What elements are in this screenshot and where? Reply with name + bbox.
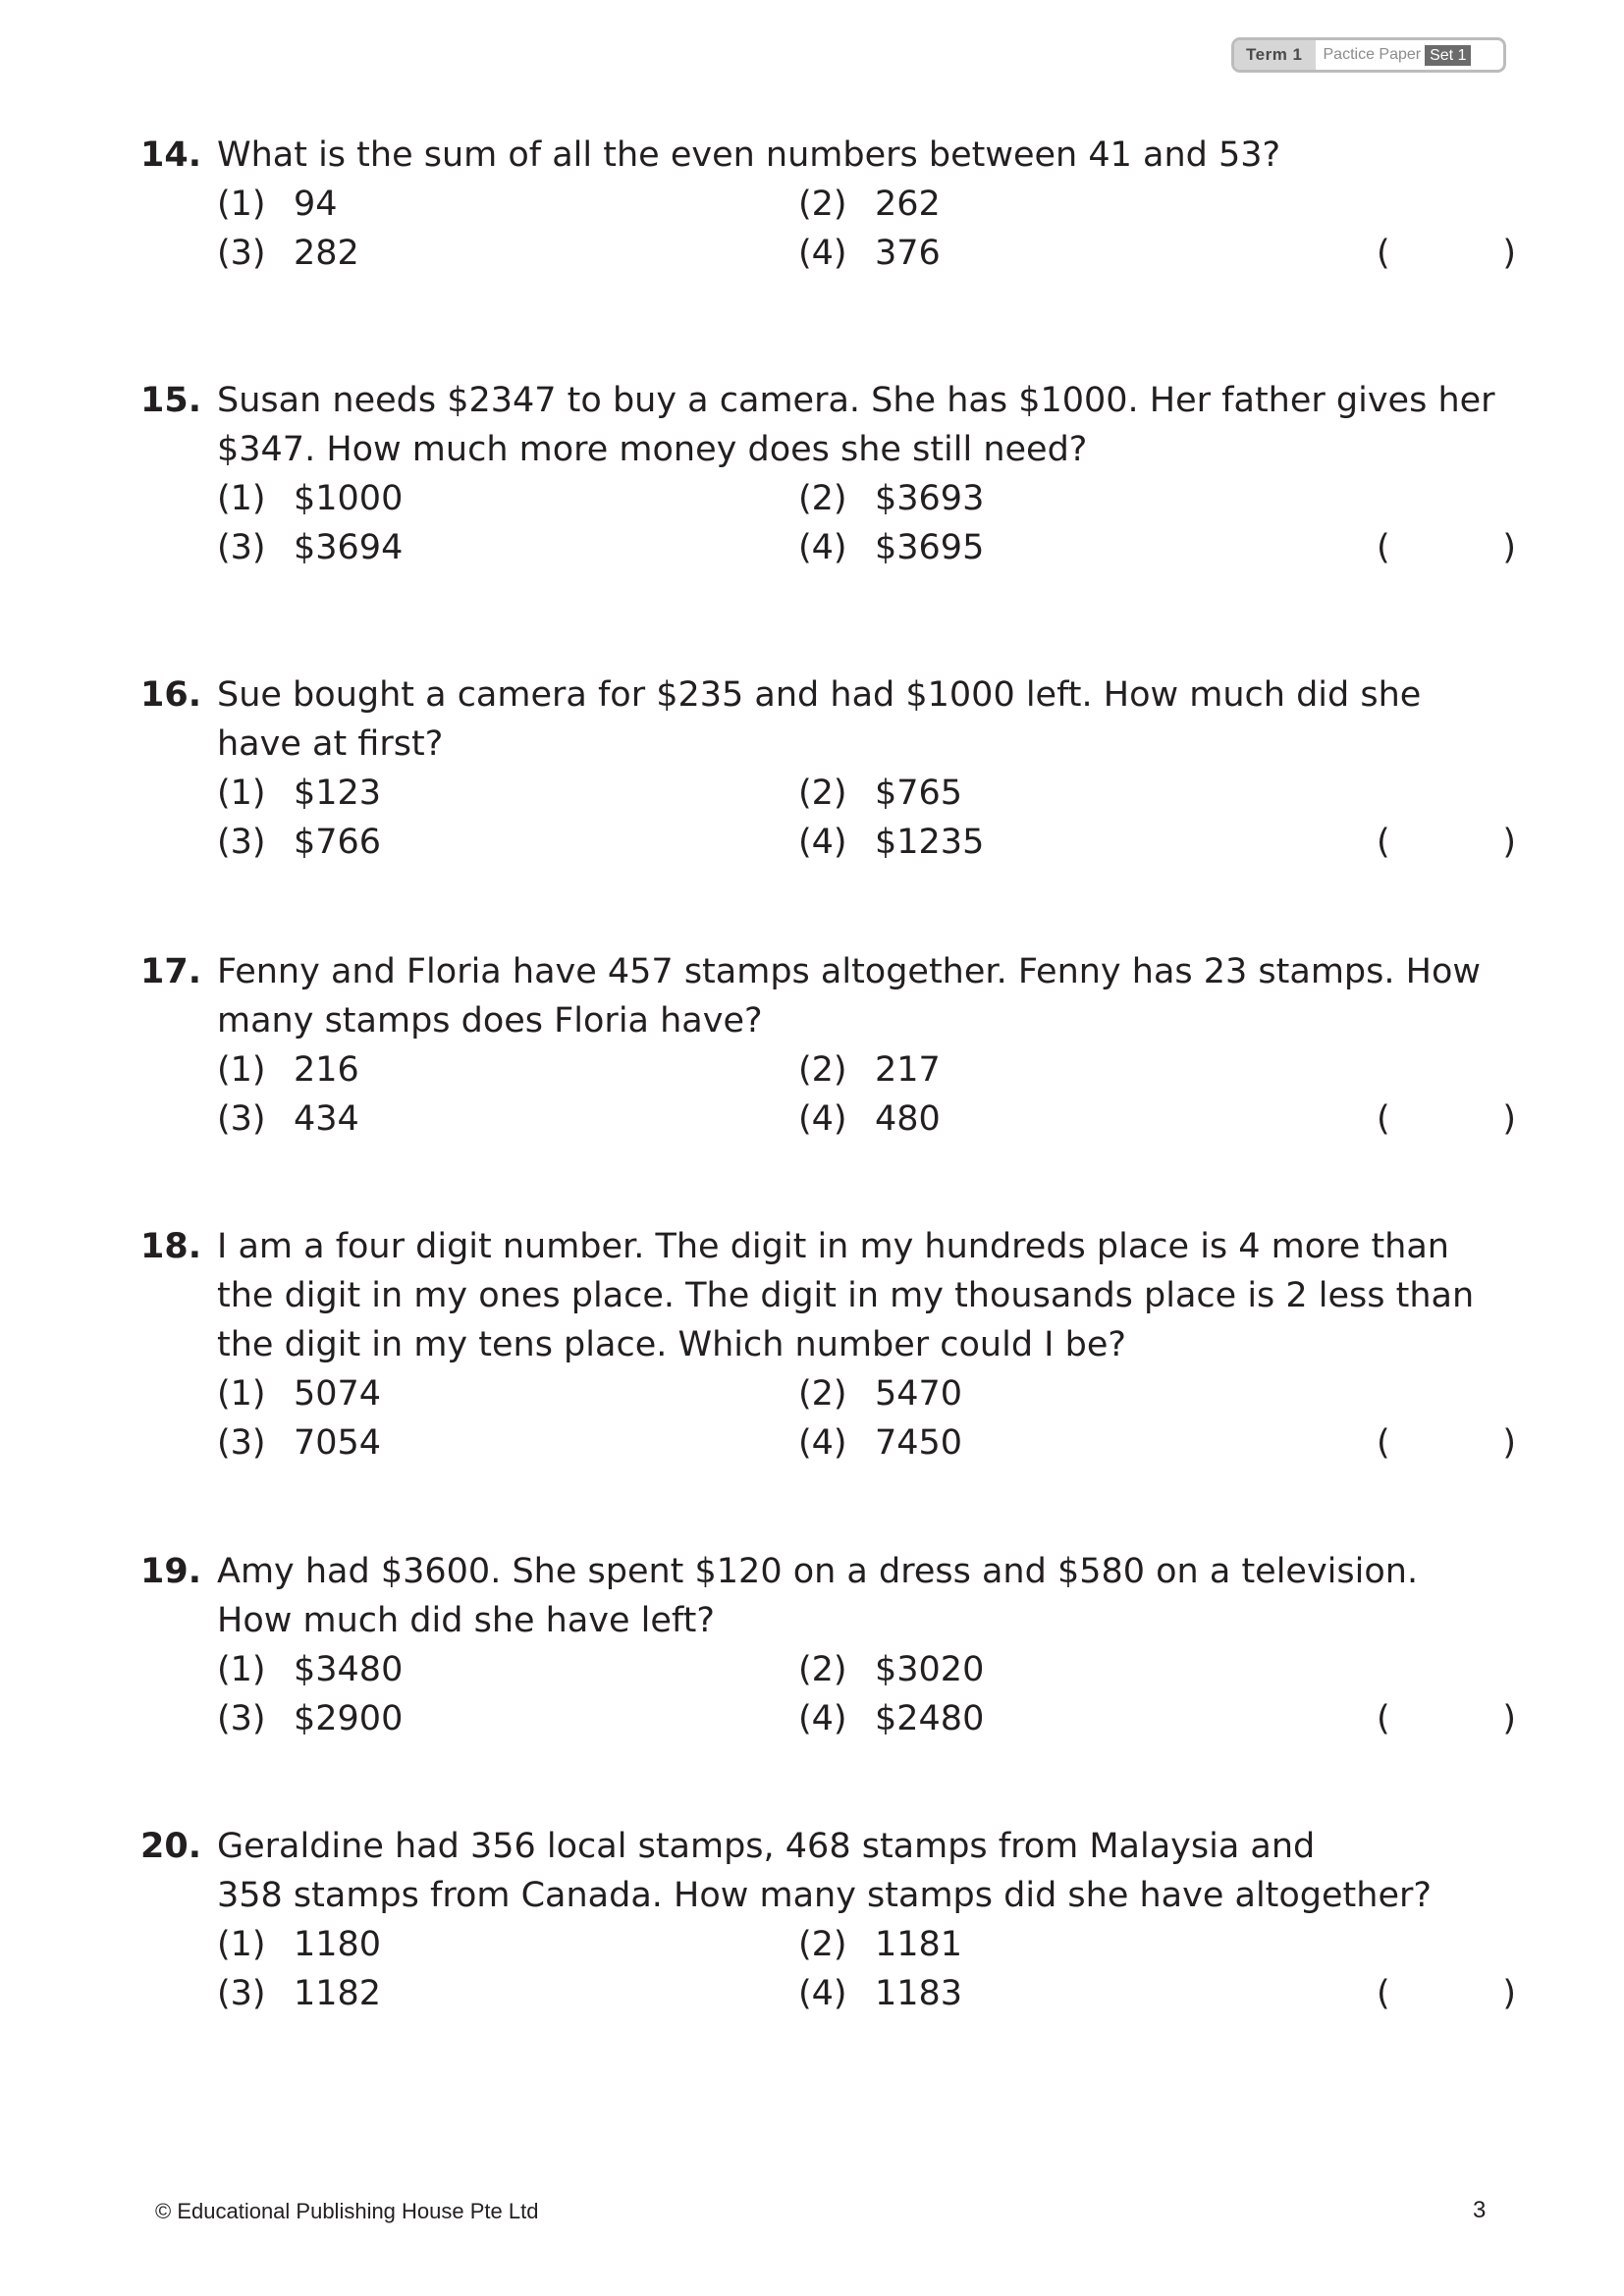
option-3[interactable]: [217, 229, 359, 278]
option-number: (1): [217, 185, 266, 224]
option-number: (1): [217, 1650, 266, 1689]
question-stem: [140, 1222, 1515, 1369]
page-number: 3: [1473, 2197, 1487, 2223]
option-number: (4): [798, 528, 847, 567]
option-4[interactable]: [798, 229, 941, 278]
option-3[interactable]: [217, 523, 403, 572]
option-value: 434: [294, 1099, 359, 1139]
option-number: (4): [798, 1099, 847, 1139]
paper-header-tab: [1231, 37, 1506, 73]
question-stem: [140, 947, 1515, 1045]
option-value: 94: [294, 185, 338, 224]
copyright-footer: © Educational Publishing House Pte Ltd: [155, 2199, 539, 2223]
option-4[interactable]: [798, 523, 984, 572]
question-number: 17.: [140, 952, 202, 991]
stem-line: have at first?: [217, 724, 444, 764]
options-row: [140, 1694, 1515, 1743]
option-value: 1182: [294, 1974, 382, 2013]
option-1[interactable]: [217, 1920, 381, 1969]
option-4[interactable]: [798, 1969, 962, 2018]
options-row: [140, 769, 1515, 818]
option-number: (1): [217, 774, 266, 813]
option-value: 376: [875, 234, 941, 273]
option-value: $765: [875, 774, 963, 813]
options-row: [140, 1095, 1515, 1144]
question-number: 19.: [140, 1552, 202, 1591]
option-value: 216: [294, 1050, 359, 1090]
option-value: $3695: [875, 528, 985, 567]
stem-line: the digit in my tens place. Which number could I be?: [217, 1325, 1126, 1364]
option-value: 480: [875, 1099, 941, 1139]
option-number: (4): [798, 234, 847, 273]
option-number: (1): [217, 1925, 266, 1964]
question-stem: [140, 131, 1515, 180]
option-number: (1): [217, 1050, 266, 1090]
option-value: $2480: [875, 1699, 985, 1738]
answer-brackets[interactable]: [1377, 229, 1516, 278]
bracket-open: (: [1377, 1099, 1390, 1139]
option-value: $3480: [294, 1650, 404, 1689]
question-number: 14.: [140, 135, 202, 175]
options-row: [140, 1045, 1515, 1095]
question-14: [140, 131, 1515, 278]
options-row: [140, 818, 1515, 867]
option-value: 1181: [875, 1925, 963, 1964]
option-2[interactable]: [798, 769, 962, 818]
option-2[interactable]: [798, 180, 941, 229]
option-value: 262: [875, 185, 941, 224]
option-value: $2900: [294, 1699, 404, 1738]
option-number: (3): [217, 234, 266, 273]
question-stem: [140, 376, 1515, 474]
question-stem: [140, 1822, 1515, 1920]
option-1[interactable]: [217, 1045, 359, 1095]
stem-line: Geraldine had 356 local stamps, 468 stamps from Malaysia and: [217, 1827, 1316, 1866]
option-1[interactable]: [217, 474, 403, 523]
stem-line: I am a four digit number. The digit in my hundreds place is 4 more than: [217, 1227, 1449, 1266]
option-number: (1): [217, 479, 266, 518]
option-number: (2): [798, 479, 847, 518]
option-value: $1235: [875, 823, 985, 862]
option-4[interactable]: [798, 1694, 984, 1743]
option-number: (2): [798, 1650, 847, 1689]
option-2[interactable]: [798, 1920, 962, 1969]
option-number: (4): [798, 1423, 847, 1463]
answer-brackets[interactable]: [1377, 1418, 1516, 1468]
answer-brackets[interactable]: [1377, 523, 1516, 572]
options-row: [140, 1418, 1515, 1468]
options-row: [140, 1969, 1515, 2018]
options-row: [140, 523, 1515, 572]
question-17: [140, 947, 1515, 1144]
option-number: (4): [798, 1974, 847, 2013]
option-3[interactable]: [217, 1095, 359, 1144]
bracket-open: (: [1377, 1699, 1390, 1738]
option-number: (4): [798, 1699, 847, 1738]
bracket-open: (: [1377, 1974, 1390, 2013]
question-stem: [140, 670, 1515, 769]
question-number: 16.: [140, 675, 202, 715]
option-number: (2): [798, 1050, 847, 1090]
bracket-close: ): [1502, 1099, 1516, 1139]
options-row: [140, 1920, 1515, 1969]
question-18: [140, 1222, 1515, 1468]
option-value: 7450: [875, 1423, 963, 1463]
option-3[interactable]: [217, 818, 381, 867]
option-2[interactable]: [798, 1369, 962, 1418]
stem-line: many stamps does Floria have?: [217, 1001, 763, 1041]
option-value: $3020: [875, 1650, 985, 1689]
option-4[interactable]: [798, 1095, 941, 1144]
bracket-open: (: [1377, 823, 1390, 862]
option-number: (2): [798, 1374, 847, 1414]
question-16: [140, 670, 1515, 867]
option-value: $1000: [294, 479, 404, 518]
answer-brackets[interactable]: [1377, 1969, 1516, 2018]
bracket-close: ): [1502, 1974, 1516, 2013]
option-number: (3): [217, 1699, 266, 1738]
option-number: (2): [798, 774, 847, 813]
stem-line: $347. How much more money does she still need?: [217, 430, 1088, 469]
question-number: 18.: [140, 1227, 202, 1266]
option-1[interactable]: [217, 1369, 381, 1418]
option-value: 217: [875, 1050, 941, 1090]
option-number: (3): [217, 823, 266, 862]
option-number: (3): [217, 1099, 266, 1139]
option-3[interactable]: [217, 1969, 381, 2018]
option-number: (2): [798, 185, 847, 224]
bracket-close: ): [1502, 1423, 1516, 1463]
options-row: [140, 1369, 1515, 1418]
option-1[interactable]: [217, 769, 381, 818]
option-1[interactable]: [217, 1645, 403, 1694]
paper-label: Pactice Paper: [1323, 46, 1422, 63]
question-number: 15.: [140, 381, 202, 420]
bracket-close: ): [1502, 528, 1516, 567]
option-2[interactable]: [798, 1645, 984, 1694]
bracket-close: ): [1502, 823, 1516, 862]
stem-line: Amy had $3600. She spent $120 on a dress and $580 on a television.: [217, 1552, 1419, 1591]
bracket-close: ): [1502, 1699, 1516, 1738]
stem-line: How much did she have left?: [217, 1601, 715, 1640]
question-stem: [140, 1547, 1515, 1645]
options-row: [140, 229, 1515, 278]
option-value: $3693: [875, 479, 985, 518]
bracket-close: ): [1502, 234, 1516, 273]
stem-line: 358 stamps from Canada. How many stamps did she have altogether?: [217, 1876, 1432, 1915]
option-number: (3): [217, 1974, 266, 2013]
option-4[interactable]: [798, 1418, 962, 1468]
option-number: (3): [217, 528, 266, 567]
option-value: 1183: [875, 1974, 963, 2013]
bracket-open: (: [1377, 1423, 1390, 1463]
options-row: [140, 474, 1515, 523]
bracket-open: (: [1377, 528, 1390, 567]
options-row: [140, 1645, 1515, 1694]
option-number: (1): [217, 1374, 266, 1414]
answer-brackets[interactable]: [1377, 1095, 1516, 1144]
option-2[interactable]: [798, 1045, 941, 1095]
options-row: [140, 180, 1515, 229]
term-label: Term 1: [1234, 40, 1316, 70]
option-value: $766: [294, 823, 382, 862]
question-20: [140, 1822, 1515, 2018]
stem-line: What is the sum of all the even numbers between 41 and 53?: [217, 135, 1281, 175]
option-1[interactable]: [217, 180, 338, 229]
question-number: 20.: [140, 1827, 202, 1866]
bracket-open: (: [1377, 234, 1390, 273]
option-3[interactable]: [217, 1418, 381, 1468]
stem-line: Susan needs $2347 to buy a camera. She has $1000. Her father gives her: [217, 381, 1495, 420]
option-number: (3): [217, 1423, 266, 1463]
option-value: 1180: [294, 1925, 382, 1964]
stem-line: Sue bought a camera for $235 and had $1000 left. How much did she: [217, 675, 1422, 715]
answer-brackets[interactable]: [1377, 818, 1516, 867]
stem-line: the digit in my ones place. The digit in my thousands place is 2 less than: [217, 1276, 1475, 1315]
option-value: 5470: [875, 1374, 963, 1414]
stem-line: Fenny and Floria have 457 stamps altogether. Fenny has 23 stamps. How: [217, 952, 1481, 991]
option-value: 7054: [294, 1423, 382, 1463]
option-value: $3694: [294, 528, 404, 567]
question-15: [140, 376, 1515, 572]
option-number: (4): [798, 823, 847, 862]
option-value: $123: [294, 774, 382, 813]
option-number: (2): [798, 1925, 847, 1964]
option-4[interactable]: [798, 818, 984, 867]
option-3[interactable]: [217, 1694, 403, 1743]
set-label: Set 1: [1425, 45, 1471, 66]
option-value: 5074: [294, 1374, 382, 1414]
option-2[interactable]: [798, 474, 984, 523]
question-19: [140, 1547, 1515, 1743]
option-value: 282: [294, 234, 359, 273]
answer-brackets[interactable]: [1377, 1694, 1516, 1743]
